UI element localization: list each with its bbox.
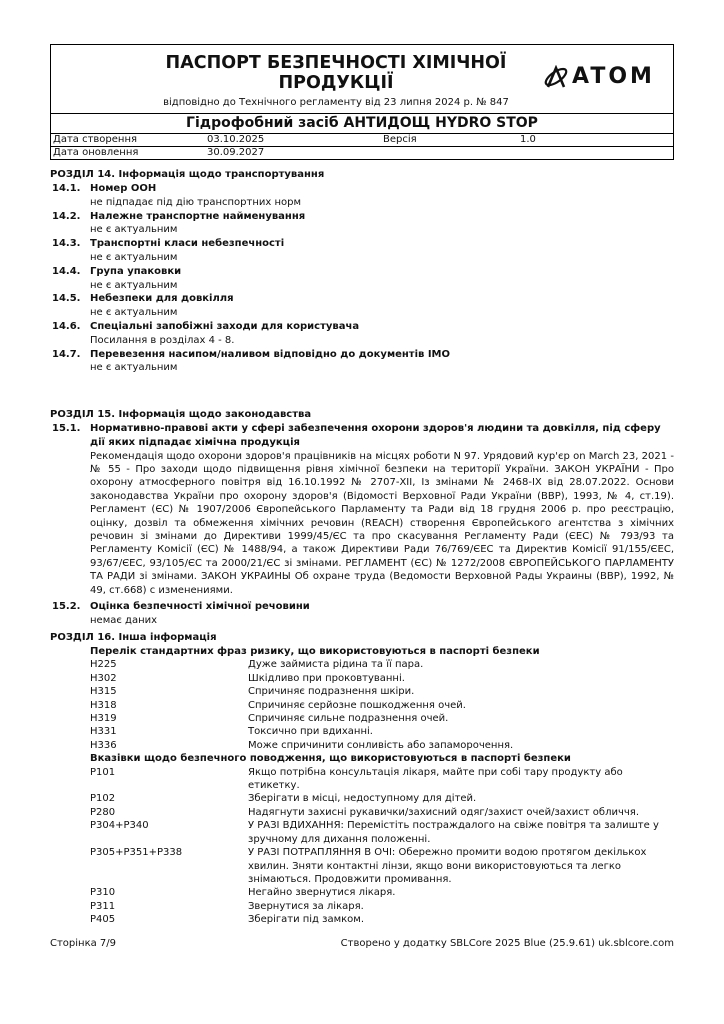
meta-row-created <box>51 134 673 146</box>
title-line-1: ПАСПОРТ БЕЗПЕЧНОСТІ ХІМІЧНОЇ <box>165 53 507 73</box>
document-page <box>50 44 674 926</box>
phrase-code: P405 <box>90 914 116 926</box>
phrase-code: H319 <box>90 713 117 725</box>
hazard-phrases-list <box>50 658 674 752</box>
hazard-phrases-heading: Перелік стандартних фраз ризику, що використовуються в паспорті безпеки <box>90 646 540 657</box>
item-number: 15.1. <box>52 423 81 434</box>
phrase-row <box>50 806 674 819</box>
section-14-title: РОЗДІЛ 14. Інформація щодо транспортування <box>50 169 325 180</box>
item-heading: Належне транспортне найменування <box>90 210 306 222</box>
section-item <box>50 348 674 376</box>
phrase-description: Звернутися за лікаря. <box>248 900 364 912</box>
updated-value: 30.09.2027 <box>207 147 265 158</box>
generator-credit: Створено у додатку SBLCore 2025 Blue (25.9.61) uk.sblcore.com <box>340 938 674 949</box>
regulation-subtitle: відповідно до Технічного регламенту від 23 липня 2024 р. № 847 <box>163 97 509 108</box>
phrase-description: Зберігати в місці, недоступному для дітей. <box>248 793 477 805</box>
document-meta-table <box>50 134 674 160</box>
phrase-description: Зберігати під замком. <box>248 914 365 926</box>
logo-wordmark: ATOM <box>572 64 655 89</box>
document-title <box>146 53 526 93</box>
phrase-description: Може спричинити сонливість або запаморочення. <box>248 739 514 751</box>
phrase-description: Негайно звернутися лікаря. <box>248 887 396 899</box>
phrase-code: H225 <box>90 659 117 671</box>
phrase-code: P311 <box>90 900 116 912</box>
item-text: не є актуальним <box>90 224 178 236</box>
section-item <box>50 210 674 238</box>
phrase-description: Спричиняє подразнення шкіри. <box>248 686 415 698</box>
section-15 <box>50 408 674 628</box>
phrase-row <box>50 712 674 725</box>
title-line-2: ПРОДУКЦІЇ <box>278 73 394 93</box>
phrase-row <box>50 792 674 805</box>
phrase-row <box>50 886 674 899</box>
section-item <box>50 265 674 293</box>
phrase-row <box>50 900 674 913</box>
phrase-row <box>50 699 674 712</box>
created-label: Дата створення <box>53 134 137 145</box>
phrase-row <box>50 913 674 926</box>
section-16 <box>50 631 674 927</box>
section-item <box>50 422 674 450</box>
created-value: 03.10.2025 <box>207 134 265 145</box>
phrase-description: Шкідливо при проковтуванні. <box>248 672 405 684</box>
precaution-phrases-heading: Вказівки щодо безпечного поводження, що використовуються в паспорті безпеки <box>90 753 571 765</box>
phrase-description: Якщо потрібна консультація лікаря, майте при собі тару продукту або етикетку. <box>248 766 623 792</box>
phrase-code: P304+P340 <box>90 820 149 832</box>
item-number: 14.1. <box>52 183 81 194</box>
phrase-code: H302 <box>90 672 117 684</box>
phrase-code: P280 <box>90 806 116 818</box>
item-number: 15.2. <box>52 601 81 613</box>
phrase-description: Токсично при вдиханні. <box>248 726 373 738</box>
atom-logo <box>543 63 671 91</box>
phrase-row <box>50 739 674 752</box>
phrase-description: У РАЗІ ВДИХАННЯ: Перемістіть постраждалого на свіже повітря та залиште у зручному для дихання положенні. <box>248 820 659 845</box>
section-item <box>50 237 674 265</box>
section-14 <box>50 168 674 375</box>
item-text: не підпадає під дію транспортних норм <box>90 196 302 208</box>
section-item <box>50 182 674 210</box>
phrase-row <box>50 685 674 698</box>
section-item <box>50 600 674 628</box>
phrase-row <box>50 846 674 886</box>
phrase-row <box>50 819 674 846</box>
item-heading: Спеціальні запобіжні заходи для користувача <box>90 320 360 332</box>
item-heading: Транспортні класи небезпечності <box>90 238 285 250</box>
phrase-row <box>50 658 674 671</box>
version-label: Версія <box>383 134 417 145</box>
section-item <box>50 292 674 320</box>
phrase-code: H331 <box>90 726 117 738</box>
item-text: не є актуальним <box>90 307 178 319</box>
atom-logo-icon <box>543 65 571 89</box>
section-14-items <box>50 182 674 375</box>
item-heading: Номер ООН <box>90 183 157 194</box>
phrase-code: H318 <box>90 699 117 711</box>
phrase-description: Спричиняє серйозне пошкодження очей. <box>248 699 466 711</box>
item-number: 14.3. <box>52 238 81 250</box>
phrase-row <box>50 725 674 738</box>
item-number: 14.4. <box>52 265 81 277</box>
phrase-row <box>50 766 674 793</box>
updated-label: Дата оновлення <box>53 147 139 158</box>
section-15-title: РОЗДІЛ 15. Інформація щодо законодавства <box>50 409 312 420</box>
item-number: 14.6. <box>52 320 81 332</box>
item-text: не є актуальним <box>90 279 178 291</box>
phrase-description: Спричиняє сильне подразнення очей. <box>248 713 449 725</box>
item-text: не є актуальним <box>90 362 178 374</box>
document-header <box>50 44 674 113</box>
version-value: 1.0 <box>520 134 536 145</box>
item-text: не є актуальним <box>90 251 178 263</box>
phrase-description: У РАЗІ ПОТРАПЛЯННЯ В ОЧІ: Обережно промити водою протягом декількох хвилин. Зняти контактні лінзи, якщо вони використовуються та легко знімаються. Продовжити промивання. <box>248 847 647 885</box>
item-number: 14.5. <box>52 293 81 305</box>
item-number: 14.2. <box>52 210 81 222</box>
item-heading: Перевезення насипом/наливом відповідно до документів IMO <box>90 348 451 360</box>
phrase-code: H315 <box>90 686 117 698</box>
precaution-phrases-list <box>50 766 674 927</box>
item-heading: Небезпеки для довкілля <box>90 293 234 305</box>
phrase-code: P310 <box>90 887 116 899</box>
item-heading: Група упаковки <box>90 265 182 277</box>
meta-row-updated <box>51 146 673 159</box>
item-text: Посилання в розділах 4 - 8. <box>90 334 235 346</box>
phrase-code: P305+P351+P338 <box>90 847 183 859</box>
section-item <box>50 320 674 348</box>
legislation-paragraph: Рекомендація щодо охорони здоров'я працівників на місцях роботи N 97. Урядовий кур'єр on March 23, 2021 - № 55 - Про заходи щодо підвищення рівня хімічної безпеки на території України. ЗАКОН УКРАЇНИ - Про охорону атмосферного повітря від 16.10.1992 № 2707-XII, Із змінами № 2468-IX від 28.07.2022. Основи законодавства України про охорону здоров'я (Відомості Верховної Ради України (ВВР), 1993, № 4, ст.19). Регламент (ЄС) № 1907/2006 Європейського Парламенту та Ради від 18 грудня 2006 р. про реєстрацію, оцінку, дозвіл та обмеження хімічних речовин (REACH) створення Європейського агентства з хімічних речовин зі змінами до Директиви 1999/45/ЄС та про скасування Регламенту Ради (ЄЕС) № 793/93 та Регламенту Комісії (ЄС) № 1488/94, а також Директиви Ради 76/769/ЄЕС та Директив Комісії 91/155/ЄЕС, 93/67/ЄЕС, 93/105/ЄС та 2000/21/ЄС зі змінами. РЕГЛАМЕНТ (ЄС) № 1272/2008 ЄВРОПЕЙСЬКОГО ПАРЛАМЕНТУ ТА РАДИ зі змінами. ЗАКОН УКРАИНЫ Об охране труда (Ведомости Верховной Рады Украины (ВВР), 1992, № 49, ст.668) с изменениями. <box>90 450 674 596</box>
product-name: Гідрофобний засіб АНТИДОЩ HYDRO STOP <box>50 113 674 134</box>
phrase-code: H336 <box>90 739 117 751</box>
section-16-title: РОЗДІЛ 16. Інша інформація <box>50 632 217 643</box>
phrase-code: P101 <box>90 766 116 778</box>
page-number: Сторінка 7/9 <box>50 938 117 949</box>
item-number: 14.7. <box>52 348 81 360</box>
item-text: немає даних <box>90 614 158 626</box>
item-heading: Оцінка безпечності хімічної речовини <box>90 601 310 613</box>
item-heading: Нормативно-правові акти у сфері забезпечення охорони здоров'я людини та довкілля, під сферу дії яких підпадає хімічна продукція <box>90 423 661 448</box>
phrase-row <box>50 672 674 685</box>
phrase-description: Дуже займиста рідина та її пара. <box>248 659 424 671</box>
phrase-description: Надягнути захисні рукавички/захисний одяг/захист очей/захист обличчя. <box>248 806 639 818</box>
phrase-code: P102 <box>90 793 116 805</box>
